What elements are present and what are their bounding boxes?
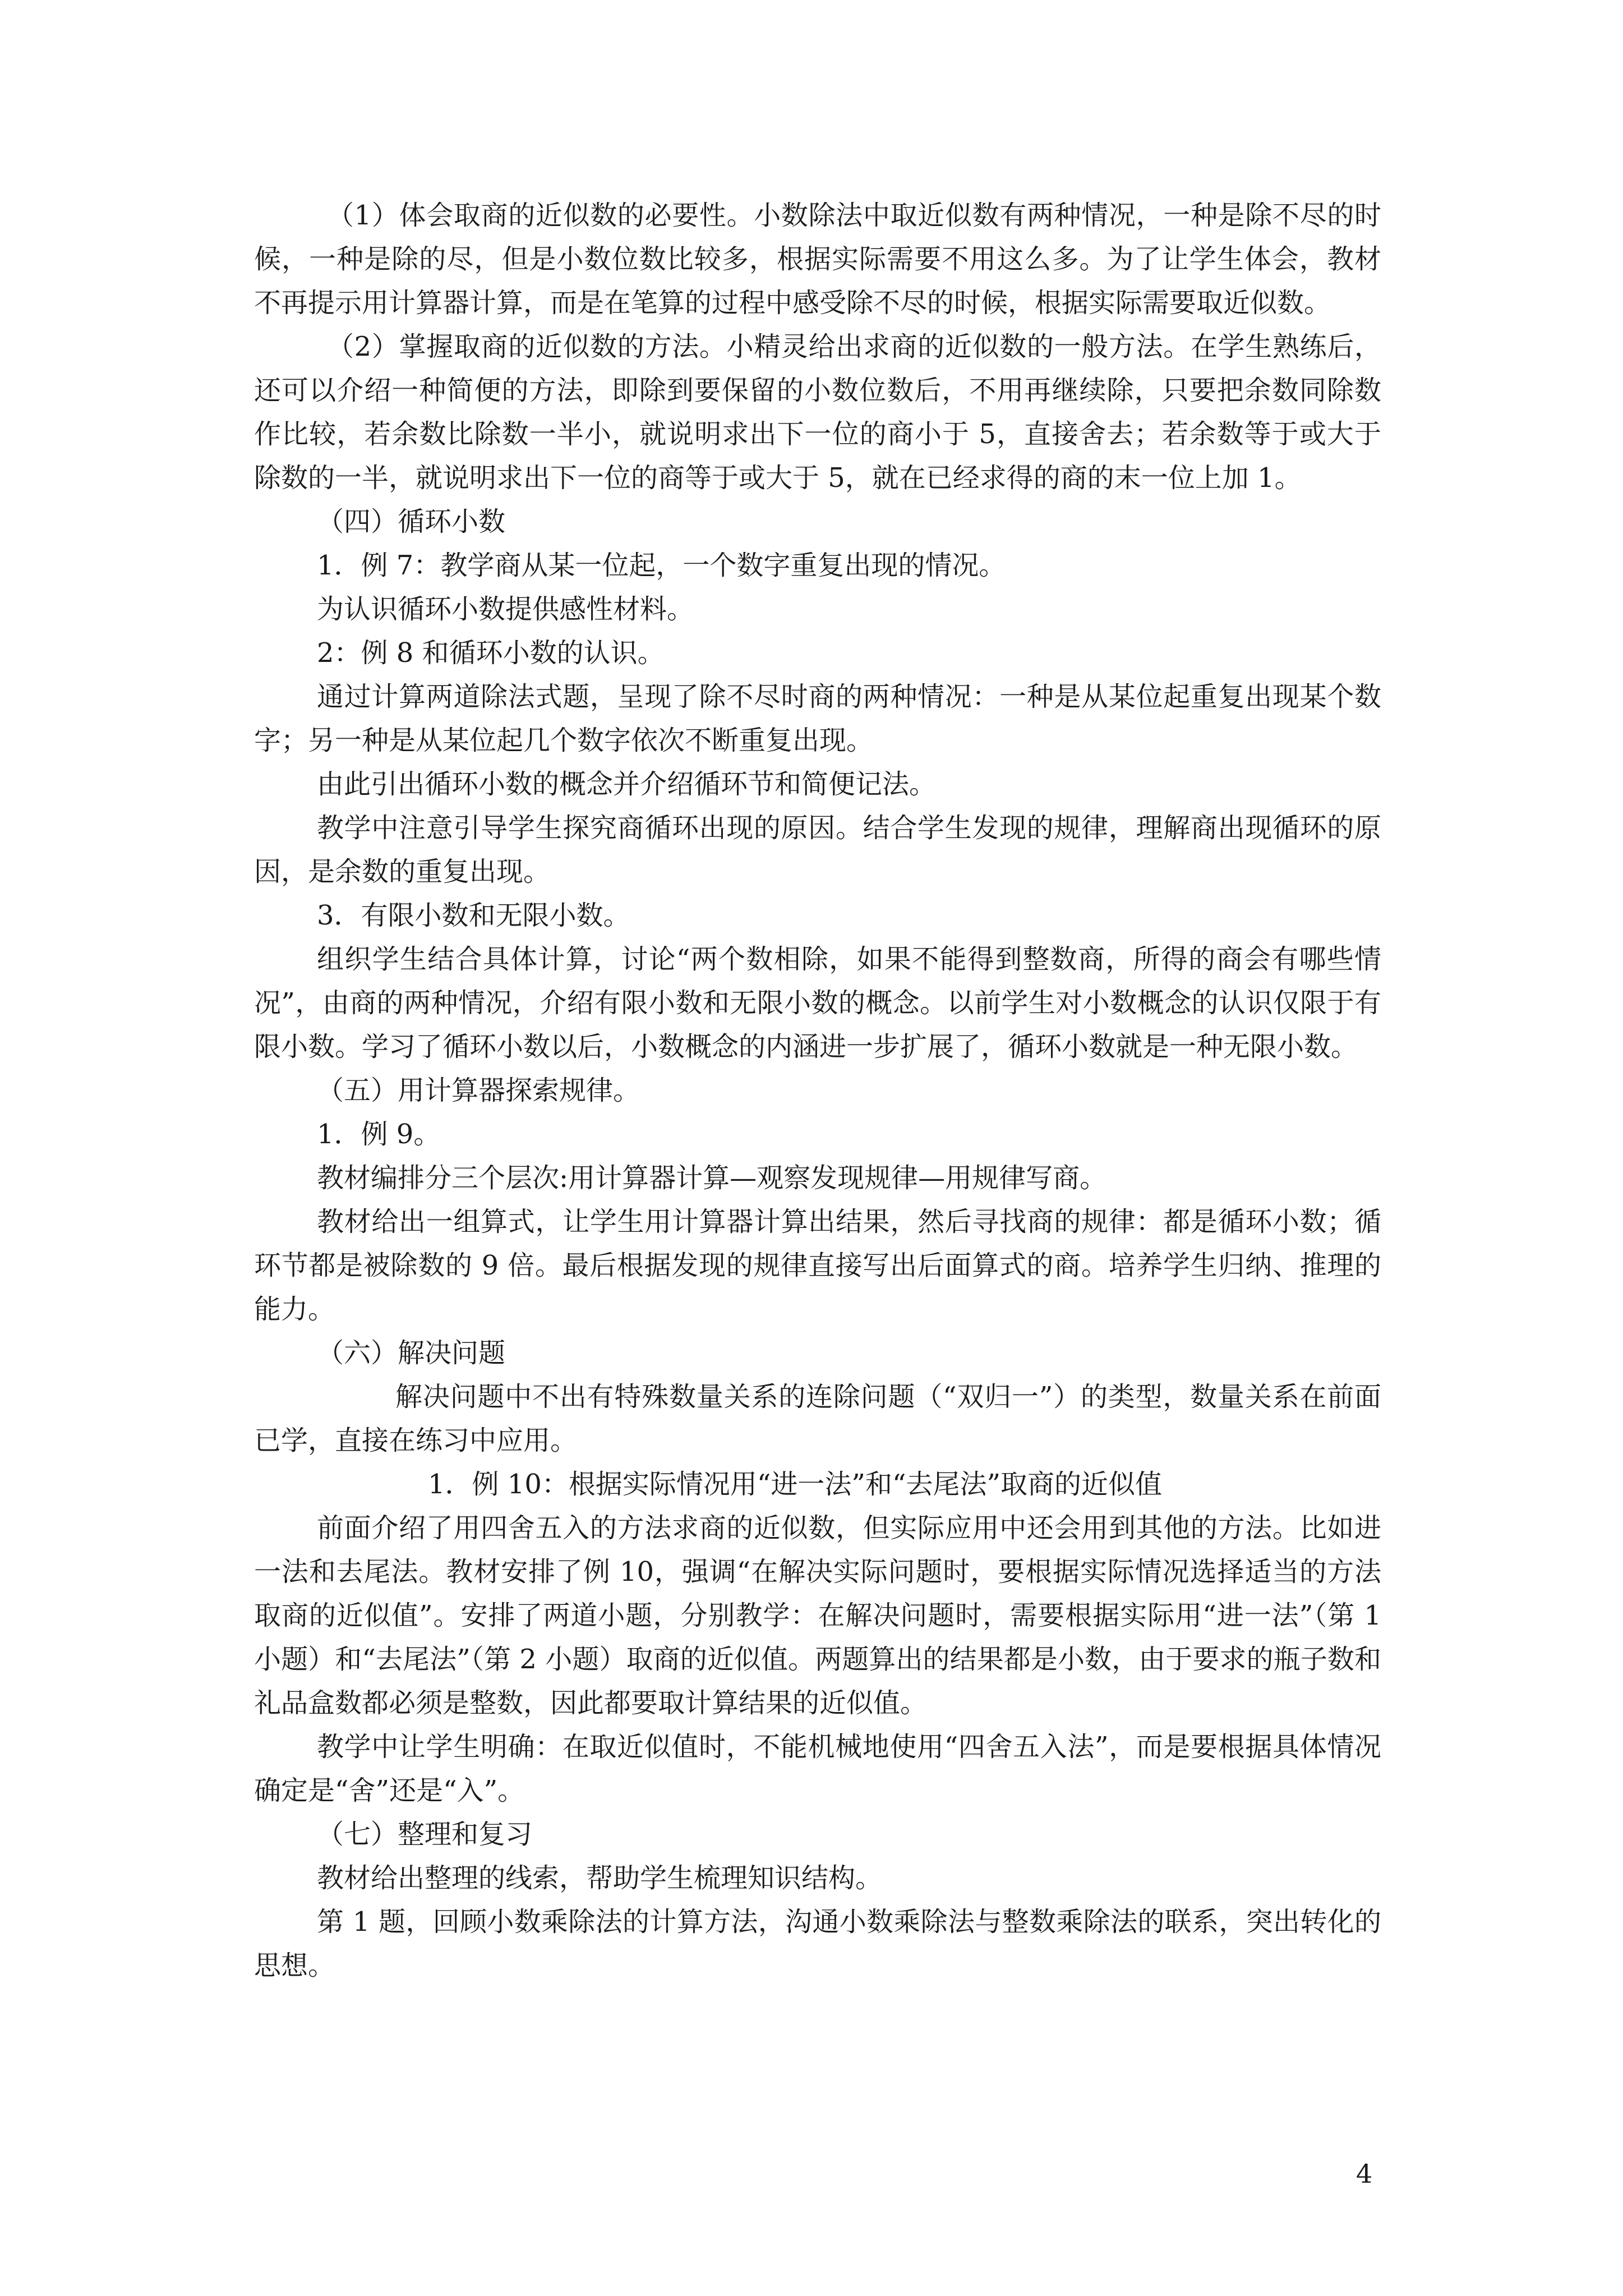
paragraph: （1）体会取商的近似数的必要性。小数除法中取近似数有两种情况，一种是除不尽的时候，一种是除的尽，但是小数位数比较多，根据实际需要不用这么多。为了让学生体会，教材不再提示用计算器计算，而是在笔算的过程中感受除不尽的时候，根据实际需要取近似数。 — [254, 200, 1381, 319]
section-heading: （五）用计算器探索规律。 — [317, 1075, 640, 1106]
paragraph: 通过计算两道除法式题，呈现了除不尽时商的两种情况：一种是从某位起重复出现某个数字；另一种是从某位起几个数字依次不断重复出现。 — [254, 681, 1381, 756]
paragraph: 由此引出循环小数的概念并介绍循环节和简便记法。 — [317, 769, 937, 800]
paragraph: 1．例 7：教学商从某一位起，一个数字重复出现的情况。 — [317, 550, 1006, 581]
paragraph: 解决问题中不出有特殊数量关系的连除问题（“双归一”）的类型，数量关系在前面已学，直接在练习中应用。 — [254, 1381, 1381, 1456]
paragraph: 组织学生结合具体计算，讨论“两个数相除，如果不能得到整数商，所得的商会有哪些情况”，由商的两种情况，介绍有限小数和无限小数的概念。以前学生对小数概念的认识仅限于有限小数。学习了循环小数以后，小数概念的内涵进一步扩展了，循环小数就是一种无限小数。 — [254, 944, 1381, 1062]
paragraph: 教学中让学生明确：在取近似值时，不能机械地使用“四舍五入法”，而是要根据具体情况确定是“舍”还是“入”。 — [254, 1731, 1381, 1806]
section-heading: （六）解决问题 — [317, 1337, 506, 1369]
paragraph: 1．例 10：根据实际情况用“进一法”和“去尾法”取商的近似值 — [428, 1469, 1163, 1500]
paragraph: 教学中注意引导学生探究商循环出现的原因。结合学生发现的规律，理解商出现循环的原因，是余数的重复出现。 — [254, 812, 1381, 887]
paragraph: 教材给出整理的线索，帮助学生梳理知识结构。 — [317, 1862, 883, 1894]
paragraph: 3．有限小数和无限小数。 — [317, 900, 630, 931]
document-body — [254, 194, 1381, 1987]
paragraph: 1．例 9。 — [317, 1119, 441, 1150]
page-number: 4 — [1356, 2159, 1373, 2189]
paragraph: （2）掌握取商的近似数的方法。小精灵给出求商的近似数的一般方法。在学生熟练后，还可以介绍一种简便的方法，即除到要保留的小数位数后，不用再继续除，只要把余数同除数作比较，若余数比除数一半小，就说明求出下一位的商小于 5，直接舍去；若余数等于或大于除数的一半，就说明求出下一位的商等于或大于 5，就在已经求得的商的末一位上加 1。 — [254, 331, 1381, 494]
paragraph: 第 1 题，回顾小数乘除法的计算方法，沟通小数乘除法与整数乘除法的联系，突出转化的思想。 — [254, 1906, 1381, 1981]
paragraph: 2：例 8 和循环小数的认识。 — [317, 637, 665, 669]
paragraph: 教材给出一组算式，让学生用计算器计算出结果，然后寻找商的规律：都是循环小数；循环节都是被除数的 9 倍。最后根据发现的规律直接写出后面算式的商。培养学生归纳、推理的能力。 — [254, 1206, 1381, 1325]
paragraph: 前面介绍了用四舍五入的方法求商的近似数，但实际应用中还会用到其他的方法。比如进一法和去尾法。教材安排了例 10，强调“在解决实际问题时，要根据实际情况选择适当的方法取商的近似值”。安排了两道小题，分别教学：在解决问题时，需要根据实际用“进一法”（第 1 小题）和“去尾法”（第 2 小题）取商的近似值。两题算出的结果都是小数，由于要求的瓶子数和礼品盒数都必须是整数，因此都要取计算结果的近似值。 — [254, 1512, 1381, 1719]
paragraph: 教材编排分三个层次:用计算器计算—观察发现规律—用规律写商。 — [317, 1162, 1107, 1194]
section-heading: （七）整理和复习 — [317, 1819, 533, 1850]
section-heading: （四）循环小数 — [317, 506, 506, 537]
paragraph: 为认识循环小数提供感性材料。 — [317, 593, 694, 625]
